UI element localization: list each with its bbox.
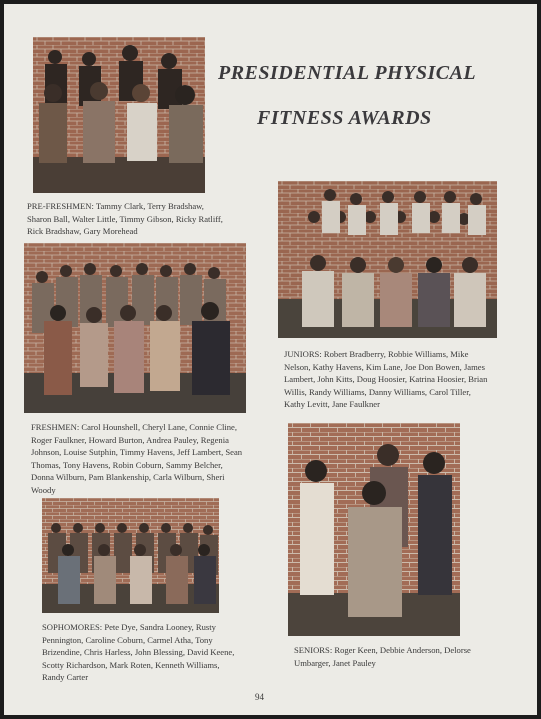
caption-freshmen	[31, 421, 246, 497]
page-title-line-1: PRESIDENTIAL PHYSICAL	[218, 62, 477, 84]
caption-juniors-text: JUNIORS: Robert Bradberry, Robbie Williams, Mike Nelson, Kathy Havens, Kim Lane, Joe Don Bowen, James Lambert, John Kitts, Doug Hoosier, Katrina Hoosier, Brian Willis, Randy Williams, Danny Williams, Carol Tiller, Kathy Levitt, Jane Faulkner	[284, 349, 488, 410]
caption-pre-freshmen-text: PRE-FRESHMEN: Tammy Clark, Terry Bradshaw, Sharon Ball, Walter Little, Timmy Gibson, Ricky Ratliff, Rick Bradshaw, Gary Morehead	[27, 201, 223, 237]
caption-seniors	[294, 644, 499, 669]
caption-sophomores-text: SOPHOMORES: Pete Dye, Sandra Looney, Rusty Pennington, Caroline Coburn, Carmel Atha, Tony Brizendine, Chris Harless, John Blessing, David Keene, Scotty Richardson, Mark Roten, Kenneth Williams, Randy Carter	[42, 622, 235, 683]
caption-seniors-text: SENIORS: Roger Keen, Debbie Anderson, Delorse Umbarger, Janet Pauley	[294, 645, 471, 668]
photo-pre-freshmen	[33, 37, 205, 193]
yearbook-page	[4, 4, 537, 715]
photo-freshmen	[24, 243, 246, 413]
photo-seniors	[288, 423, 460, 636]
photo-juniors	[278, 181, 497, 338]
caption-pre-freshmen	[27, 200, 227, 238]
page-number: 94	[255, 692, 264, 702]
caption-freshmen-text: FRESHMEN: Carol Hounshell, Cheryl Lane, Connie Cline, Roger Faulkner, Howard Burton, Andrea Pauley, Regenia Johnson, Louise Sutphin, Timmy Havens, Jeff Lambert, Sean Thomas, Tony Havens, Robin Coburn, Sammy Belcher, Donna Wilburn, Pam Blankenship, Carla Wilburn, Sheri Woody	[31, 422, 243, 495]
caption-juniors	[284, 348, 494, 411]
page-title-line-2: FITNESS AWARDS	[257, 107, 432, 129]
caption-sophomores	[42, 621, 242, 684]
photo-sophomores	[42, 498, 219, 613]
